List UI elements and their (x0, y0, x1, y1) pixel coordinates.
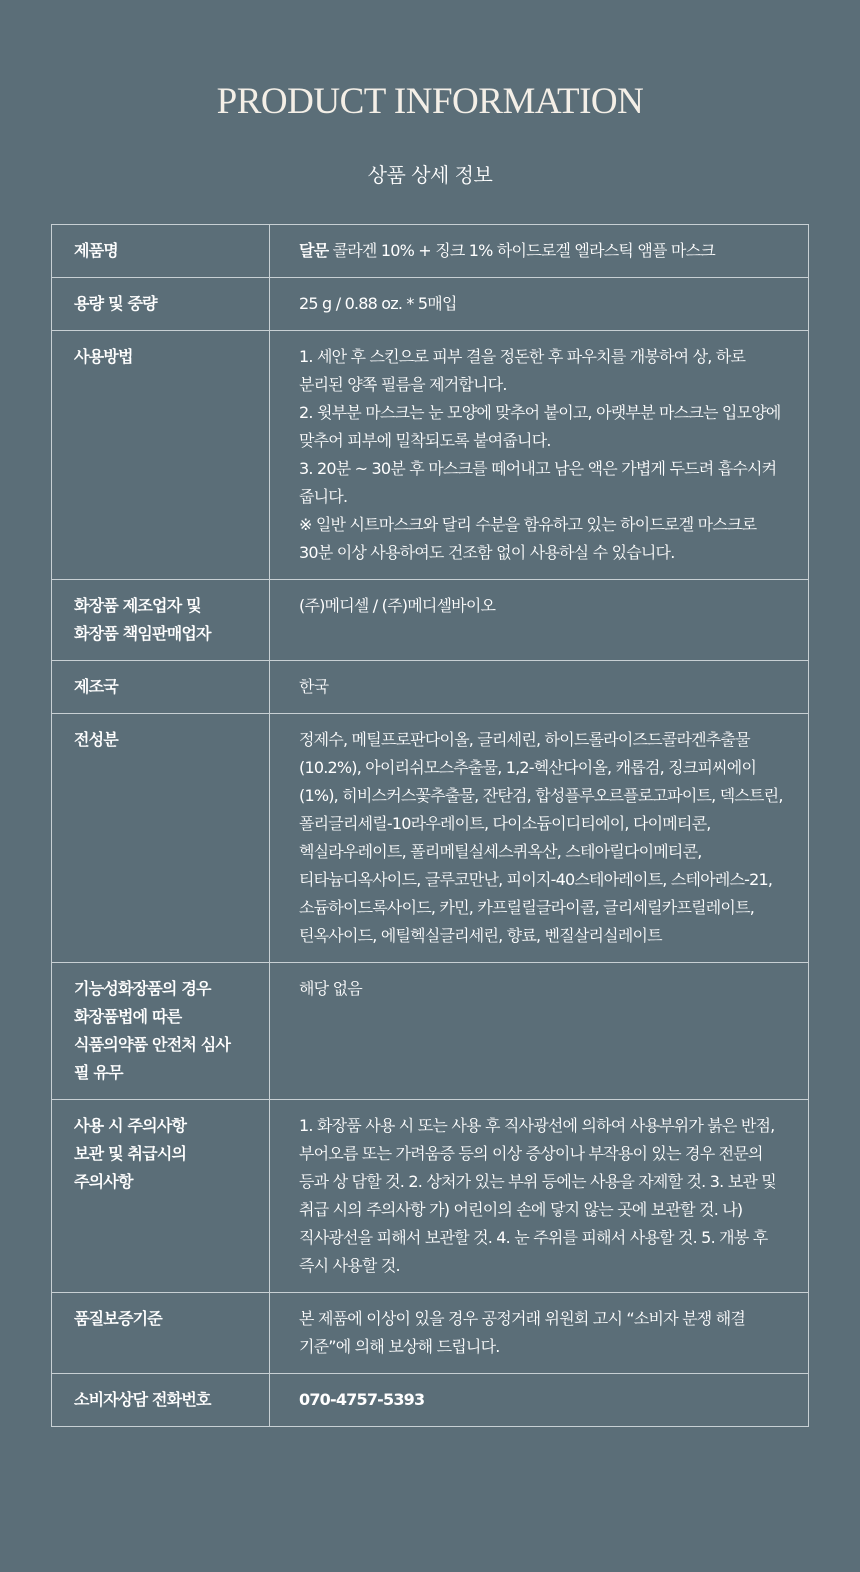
table-row-product-name (52, 225, 809, 278)
table-row-usage (52, 331, 809, 580)
row-value: 정제수, 메틸프로판다이올, 글리세린, 하이드롤라이즈드콜라겐추출물(10.2%), 아이리쉬모스추출물, 1,2-헥산다이올, 캐롭검, 징크피씨에이(1%), 히비스커스꽃추출물, 잔탄검, 합성플루오르플로고파이트, 덱스트린, 폴리글리세릴-10라우레이트, 다이소듐이디티에이, 다이메티콘, 헥실라우레이트, 폴리메틸실세스퀴옥산, 스테아릴다이메티콘, 티타늄디옥사이드, 글루코만난, 피이지-40스테아레이트, 스테아레스-21, 소듐하이드록사이드, 카민, 카프릴릴글라이콜, 글리세릴카프릴레이트, 틴옥사이드, 에틸헥실글리세린, 향료, 벤질살리실레이트 (270, 714, 809, 963)
row-label-line: 화장품 제조업자 및 (74, 596, 201, 615)
table-row-quality (52, 1293, 809, 1374)
product-name-text: 콜라겐 10% + 징크 1% 하이드로겔 엘라스틱 앰플 마스크 (328, 241, 715, 260)
row-label-line: 주의사항 (74, 1172, 133, 1191)
row-value: 1. 화장품 사용 시 또는 사용 후 직사광선에 의하여 사용부위가 붉은 반점, 부어오름 또는 가려움증 등의 이상 증상이나 부작용이 있는 경우 전문의 등과 상 담할 것. 2. 상처가 있는 부위 등에는 사용을 자제할 것. 3. 보관 및 취급 시의 주의사항 가) 어린이의 손에 닿지 않는 곳에 보관할 것. 나) 직사광선을 피해서 보관할 것. 4. 눈 주위를 피해서 사용할 것. 5. 개봉 후 즉시 사용할 것. (270, 1100, 809, 1293)
row-label-line: 화장품 책임판매업자 (74, 624, 211, 643)
row-label (52, 963, 270, 1100)
phone-number: 070-4757-5393 (270, 1374, 809, 1427)
row-label (52, 1100, 270, 1293)
row-label-line: 기능성화장품의 경우 (74, 979, 211, 998)
page-title: PRODUCT INFORMATION (216, 81, 644, 122)
row-label-line: 필 유무 (74, 1063, 123, 1082)
row-value: 한국 (270, 661, 809, 714)
row-label-line: 식품의약품 안전처 심사 (74, 1035, 231, 1054)
page-subtitle: 상품 상세 정보 (367, 163, 493, 187)
product-info-table (51, 224, 809, 1427)
row-label-line: 사용 시 주의사항 (74, 1116, 187, 1135)
usage-note: ※ 일반 시트마스크와 달리 수분을 함유하고 있는 하이드로겔 마스크로 30분 이상 사용하여도 건조함 없이 사용하실 수 있습니다. (299, 515, 757, 562)
usage-step: 2. 윗부분 마스크는 눈 모양에 맞추어 붙이고, 아랫부분 마스크는 입모양에 맞추어 피부에 밀착되도록 붙여줍니다. (299, 403, 781, 450)
table-row-functional (52, 963, 809, 1100)
row-label: 전성분 (52, 714, 270, 963)
row-value: (주)메디셀 / (주)메디셀바이오 (270, 580, 809, 661)
row-value (270, 331, 809, 580)
usage-step: 1. 세안 후 스킨으로 피부 결을 정돈한 후 파우치를 개봉하여 상, 하로 분리된 양쪽 필름을 제거합니다. (299, 347, 746, 394)
row-label-line: 보관 및 취급시의 (74, 1144, 187, 1163)
row-value: 해당 없음 (270, 963, 809, 1100)
row-label-line: 화장품법에 따른 (74, 1007, 182, 1026)
row-value (270, 225, 809, 278)
table-row-ingredients (52, 714, 809, 963)
row-label: 제조국 (52, 661, 270, 714)
row-label: 품질보증기준 (52, 1293, 270, 1374)
row-value: 25 g / 0.88 oz. * 5매입 (270, 278, 809, 331)
brand-name: 달문 (299, 241, 329, 260)
row-label: 제품명 (52, 225, 270, 278)
table-row-manufacturer (52, 580, 809, 661)
table-row-volume (52, 278, 809, 331)
row-value: 본 제품에 이상이 있을 경우 공정거래 위원회 고시 “소비자 분쟁 해결 기준”에 의해 보상해 드립니다. (270, 1293, 809, 1374)
row-label: 소비자상담 전화번호 (52, 1374, 270, 1427)
table-row-cautions (52, 1100, 809, 1293)
row-label (52, 580, 270, 661)
table-row-country (52, 661, 809, 714)
usage-step: 3. 20분 ~ 30분 후 마스크를 떼어내고 남은 액은 가볍게 두드려 흡수시켜 줍니다. (299, 459, 777, 506)
table-row-contact (52, 1374, 809, 1427)
row-label: 용량 및 중량 (52, 278, 270, 331)
row-label: 사용방법 (52, 331, 270, 580)
